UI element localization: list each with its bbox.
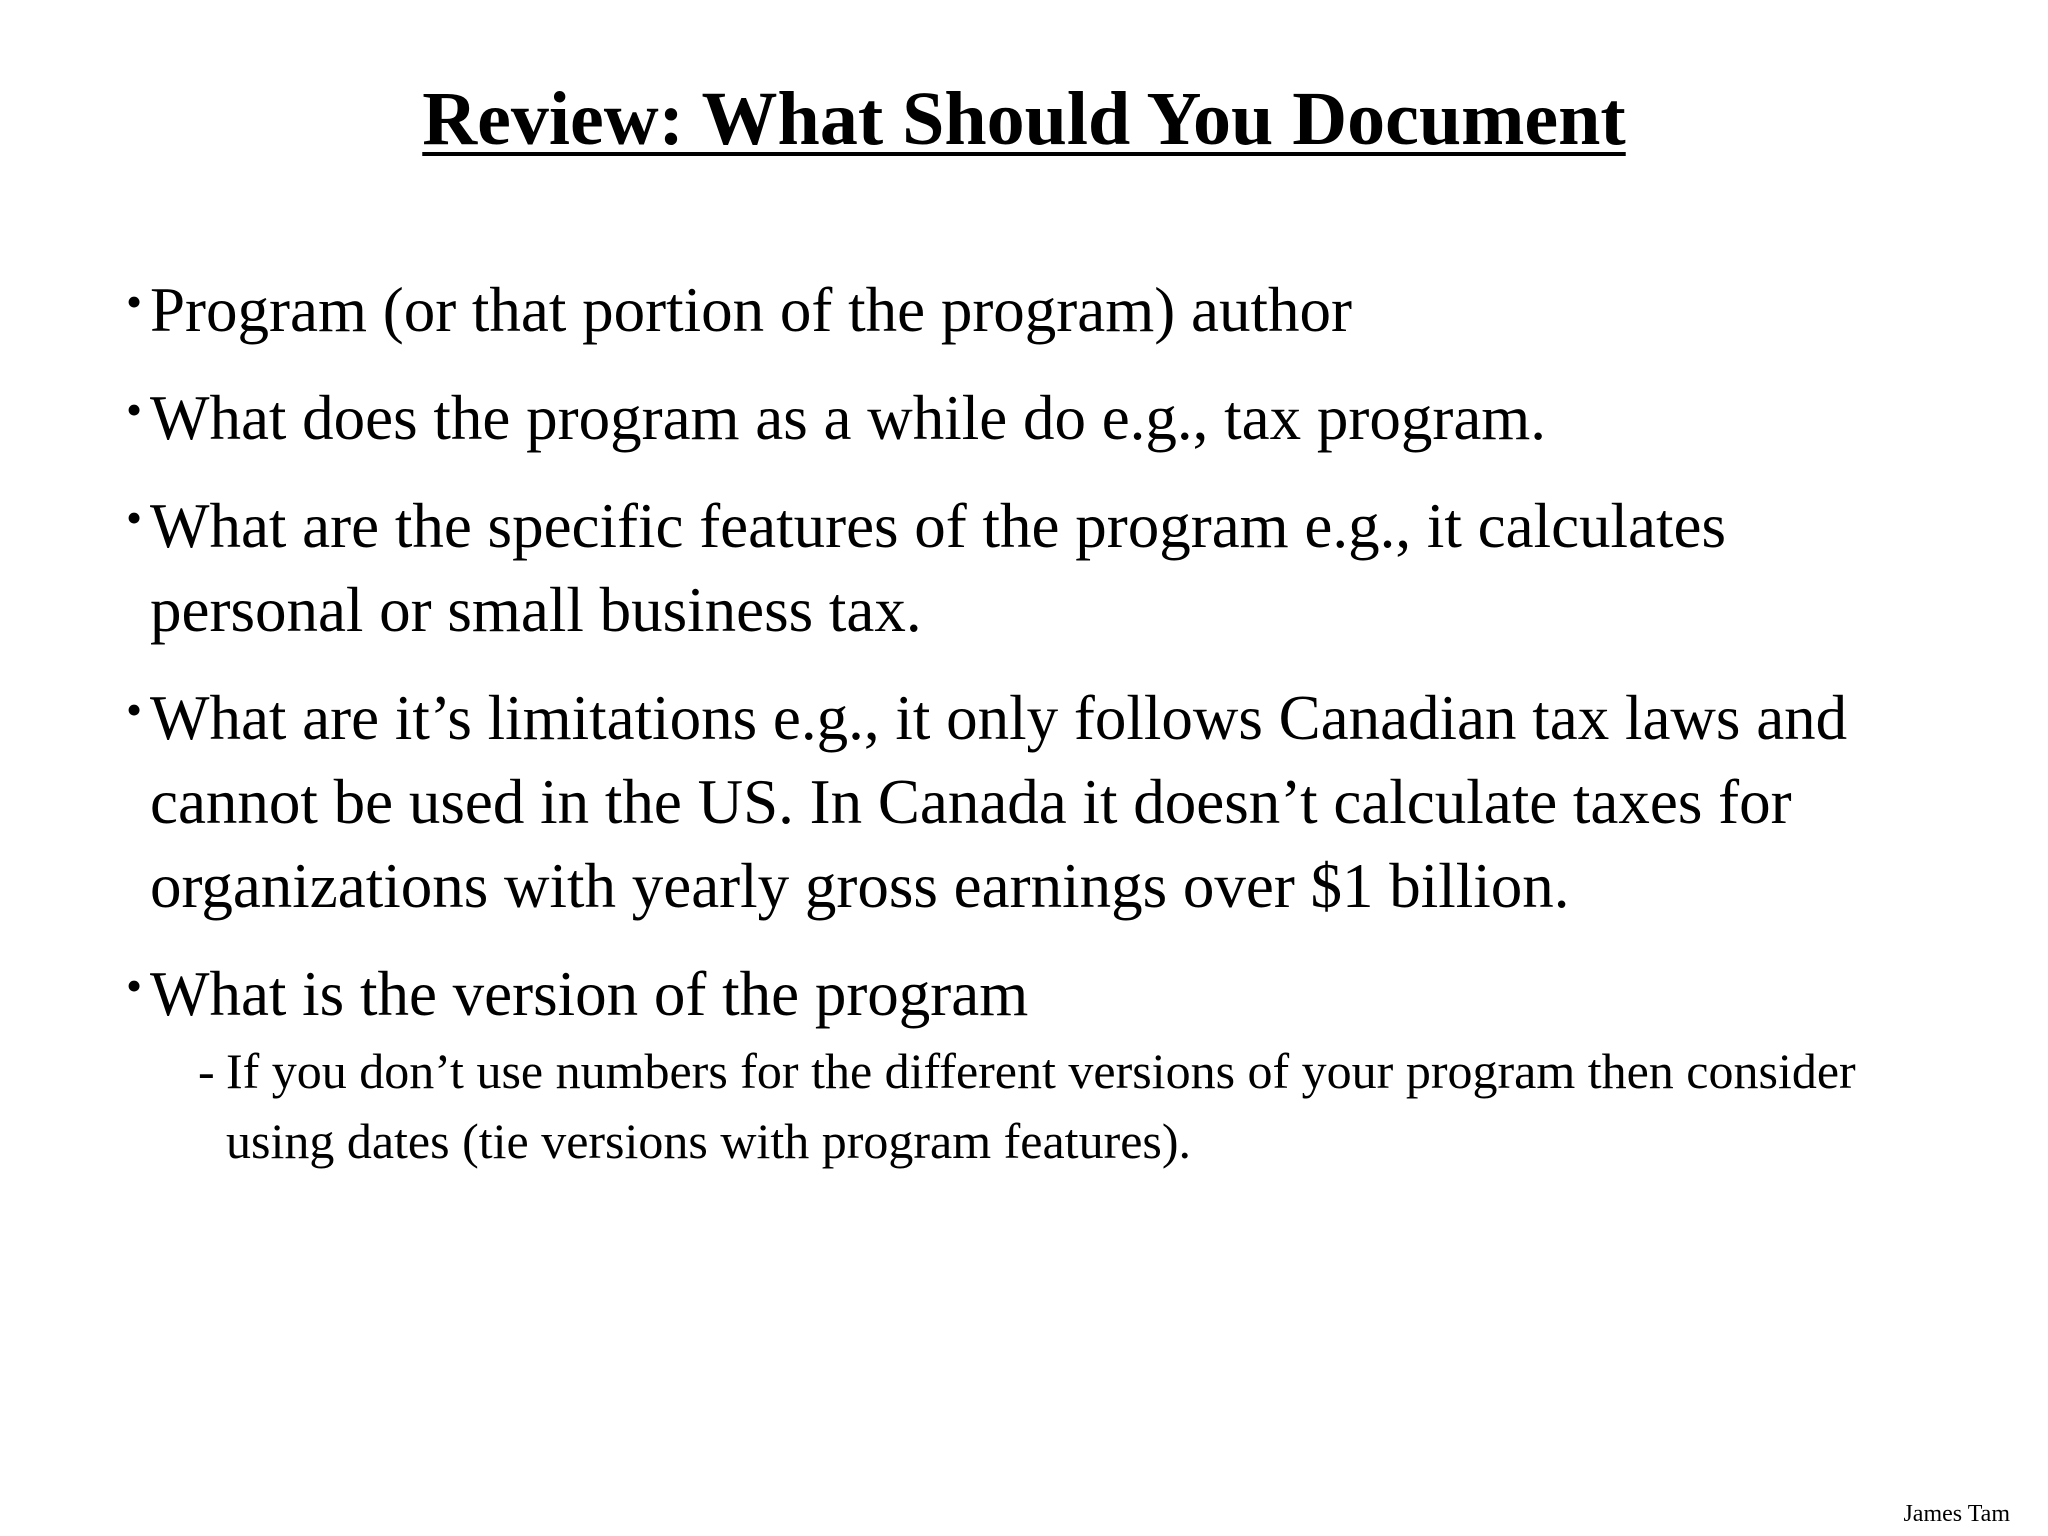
- footer-author: James Tam: [1903, 1501, 2010, 1527]
- bullet-item: [126, 376, 1946, 460]
- bullet-item: [126, 676, 1946, 928]
- slide-title-text: Review: What Should You Document: [422, 77, 1626, 161]
- sub-bullet-item: [150, 1036, 1946, 1176]
- slide-title: [0, 78, 2048, 162]
- bullet-text: What are the specific features of the program e.g., it calculates personal or small business tax.: [150, 491, 1726, 645]
- bullet-icon: •: [126, 492, 143, 543]
- bullet-text: What are it’s limitations e.g., it only follows Canadian tax laws and cannot be used in the US. In Canada it doesn’t calculate taxes for organizations with yearly gross earnings over $1 billion.: [150, 683, 1848, 921]
- bullet-text: Program (or that portion of the program) author: [150, 275, 1352, 345]
- bullet-text: What does the program as a while do e.g., tax program.: [150, 383, 1547, 453]
- dash-icon: -: [198, 1043, 215, 1099]
- bullet-item: [126, 268, 1946, 352]
- sub-bullet-list: [150, 1036, 1946, 1176]
- bullet-item: [126, 952, 1946, 1176]
- bullet-item: [126, 484, 1946, 652]
- bullet-text: What is the version of the program: [150, 959, 1029, 1029]
- bullet-icon: •: [126, 384, 143, 435]
- bullet-icon: •: [126, 684, 143, 735]
- bullet-icon: •: [126, 276, 143, 327]
- bullet-icon: •: [126, 960, 143, 1011]
- bullet-list: [126, 268, 1946, 1200]
- sub-bullet-text: If you don’t use numbers for the different versions of your program then consider using dates (tie versions with program features).: [226, 1043, 1856, 1169]
